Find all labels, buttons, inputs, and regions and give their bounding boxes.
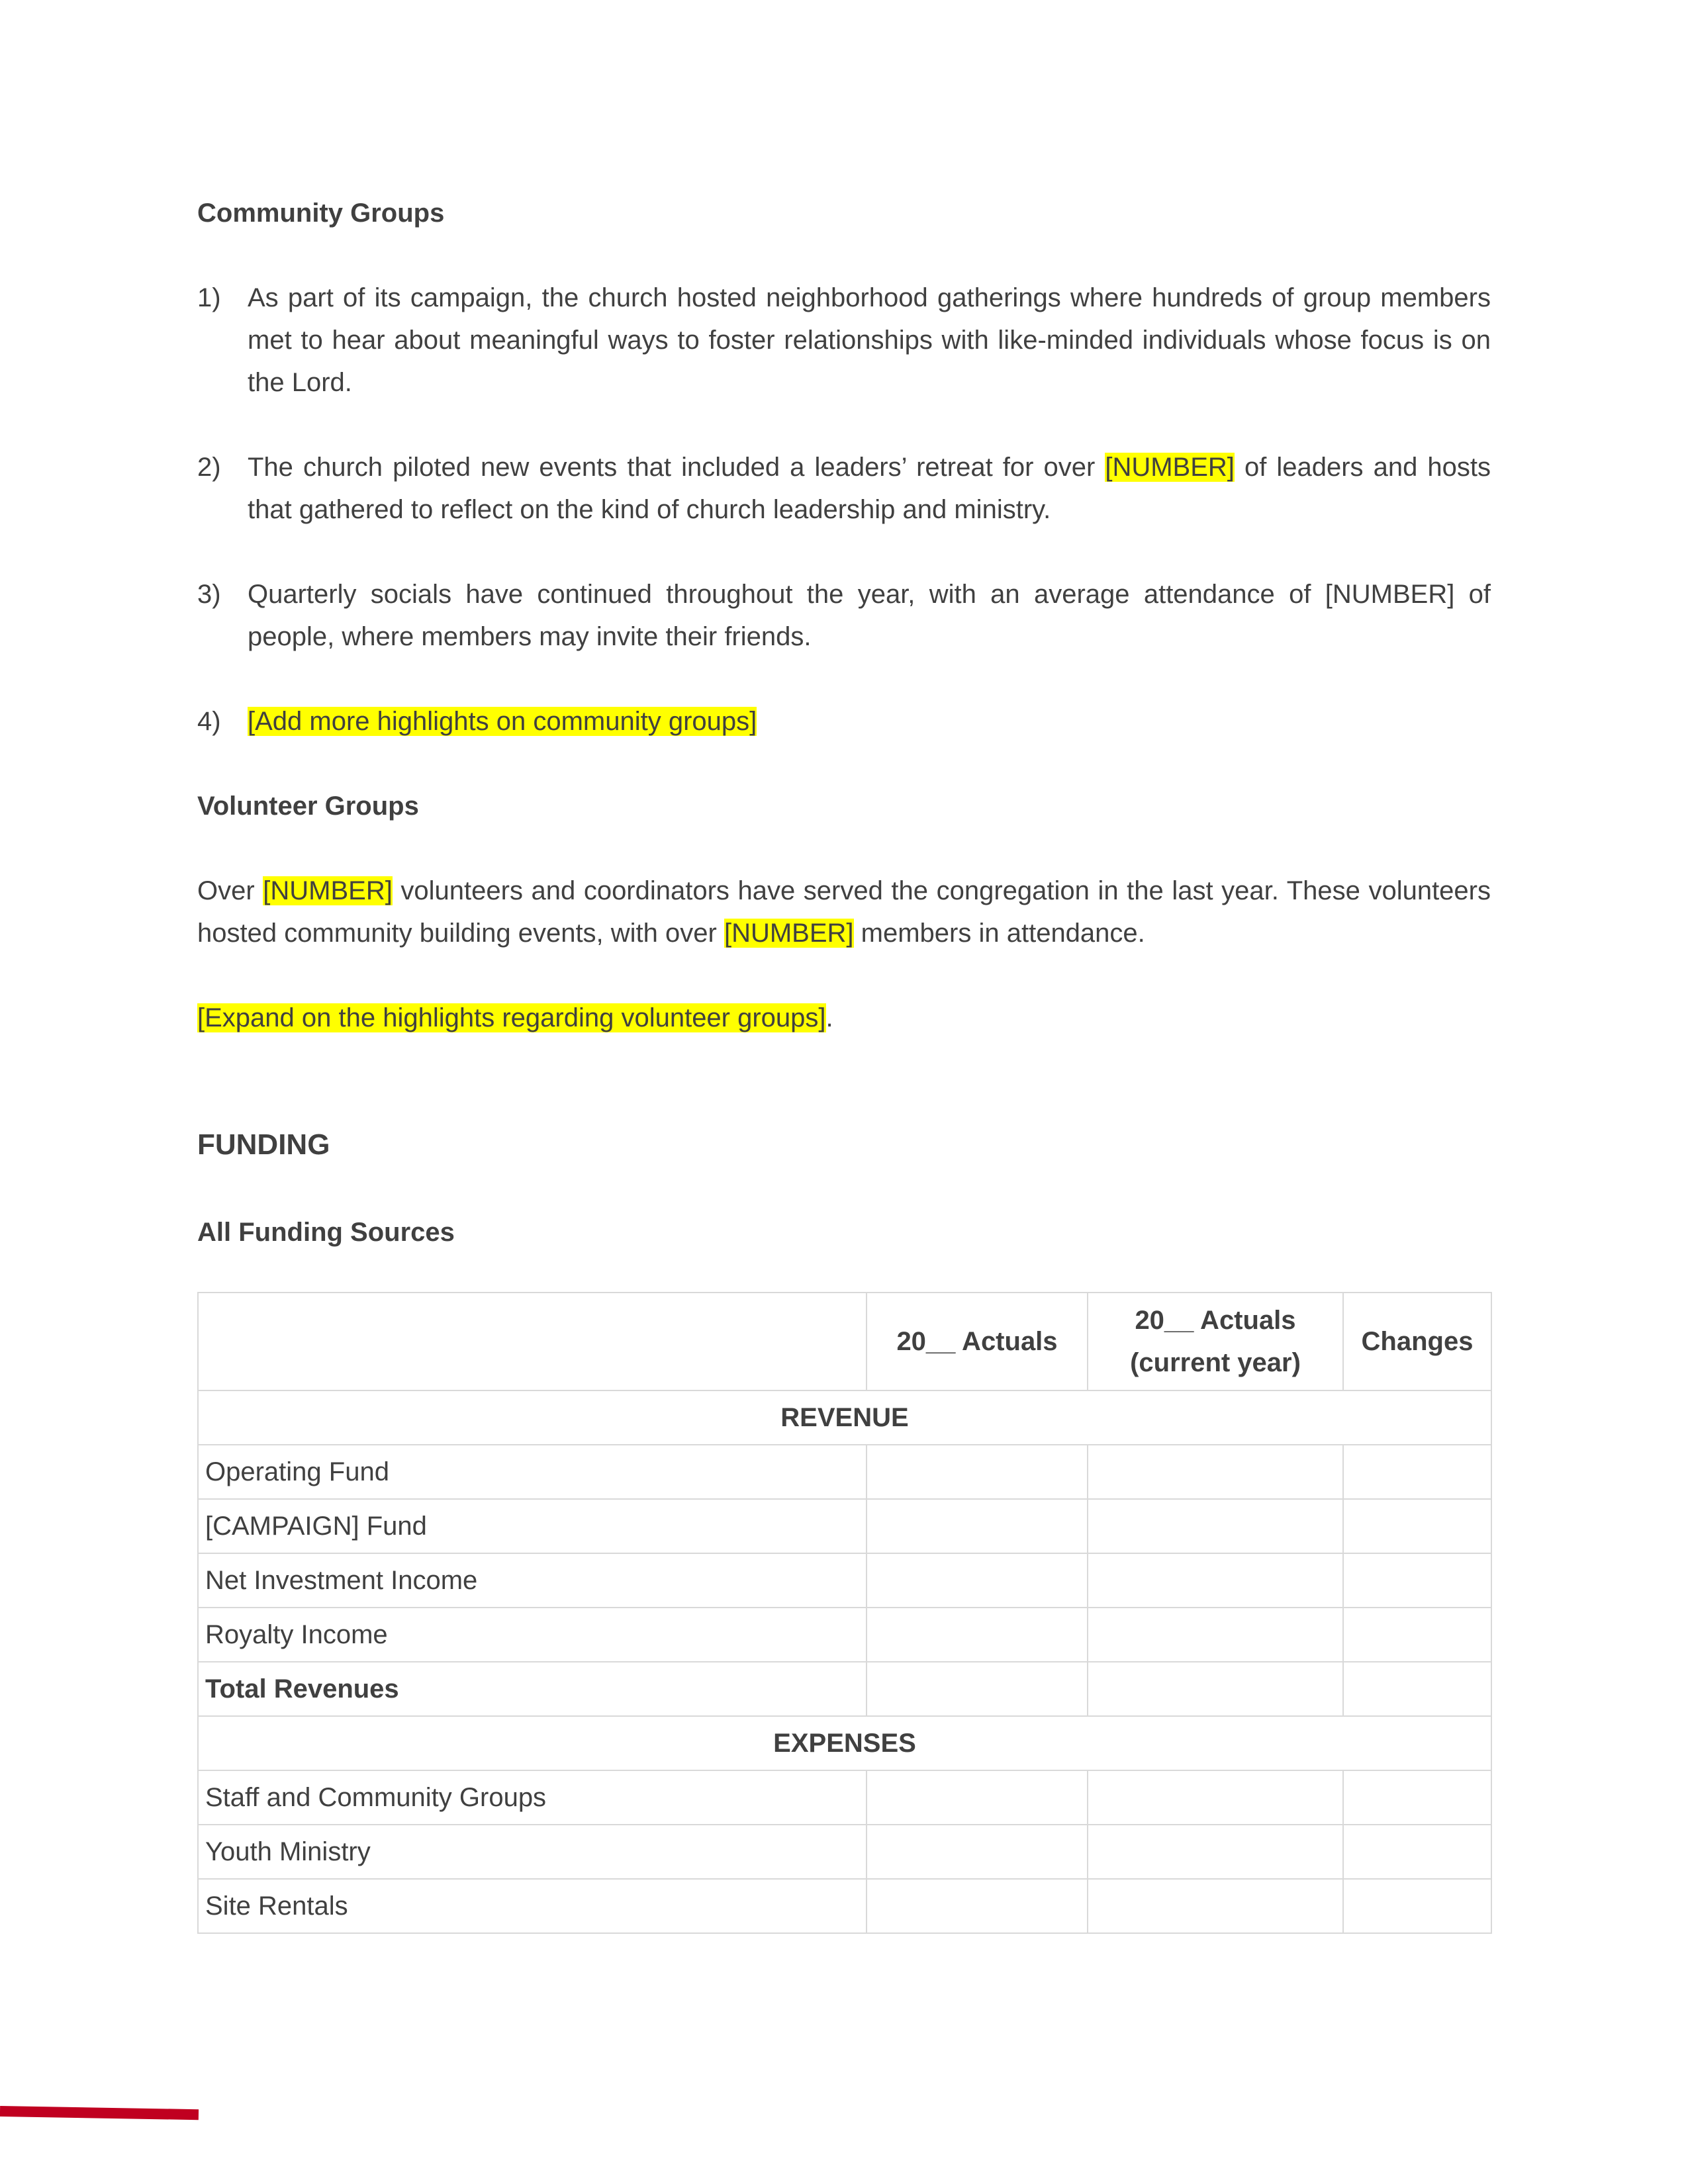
table-cell xyxy=(867,1499,1088,1553)
expenses-section-label: EXPENSES xyxy=(198,1716,1491,1770)
row-label: Site Rentals xyxy=(198,1879,867,1933)
table-header-row xyxy=(198,1293,1491,1390)
table-row xyxy=(198,1553,1491,1608)
table-cell xyxy=(867,1553,1088,1608)
volunteer-groups-heading: Volunteer Groups xyxy=(197,792,419,821)
row-label: Royalty Income xyxy=(198,1608,867,1662)
list-item-text: Quarterly socials have continued throughout the year, with an average attendance of [NUMBER] of people, where members may invite their friends. xyxy=(248,580,1491,651)
table-cell xyxy=(1343,1553,1491,1608)
table-cell xyxy=(1088,1445,1343,1499)
table-cell xyxy=(1343,1662,1491,1716)
footer-accent-line xyxy=(0,2106,199,2120)
period: . xyxy=(825,1003,833,1032)
number-placeholder: [NUMBER] xyxy=(263,876,393,905)
community-groups-list xyxy=(197,277,1491,743)
table-row xyxy=(198,1499,1491,1553)
table-cell xyxy=(867,1879,1088,1933)
list-item-text-post: of leaders and hosts that gathered to reflect on the kind of church leadership and ministry. xyxy=(248,453,1491,524)
community-groups-heading: Community Groups xyxy=(197,199,445,228)
number-placeholder: [NUMBER] xyxy=(1105,453,1235,482)
table-cell xyxy=(867,1662,1088,1716)
row-label: Youth Ministry xyxy=(198,1825,867,1879)
table-row xyxy=(198,1445,1491,1499)
table-cell xyxy=(1088,1825,1343,1879)
table-row xyxy=(198,1879,1491,1933)
table-cell xyxy=(1343,1445,1491,1499)
table-row xyxy=(198,1770,1491,1825)
header-line1: 20__ Actuals xyxy=(1135,1306,1296,1335)
list-item-number: 3) xyxy=(197,580,221,609)
volunteer-paragraph xyxy=(197,870,1491,954)
list-item xyxy=(197,277,1491,404)
table-cell xyxy=(867,1825,1088,1879)
row-label: [CAMPAIGN] Fund xyxy=(198,1499,867,1553)
list-item-number: 2) xyxy=(197,453,221,482)
number-placeholder: [NUMBER] xyxy=(724,919,854,948)
table-header-current-actuals xyxy=(1088,1293,1343,1390)
table-header-prior-actuals: 20__ Actuals xyxy=(867,1293,1088,1390)
table-cell xyxy=(867,1770,1088,1825)
table-row xyxy=(198,1608,1491,1662)
table-cell xyxy=(1088,1770,1343,1825)
table-cell xyxy=(1088,1608,1343,1662)
list-item-number: 4) xyxy=(197,707,221,736)
volunteer-text-b: volunteers and coordinators have served the congregation in the last year. These volunteers hosted community building events, with over xyxy=(197,876,1491,948)
table-cell xyxy=(1088,1553,1343,1608)
row-label: Net Investment Income xyxy=(198,1553,867,1608)
table-header-empty xyxy=(198,1293,867,1390)
all-funding-sources-heading: All Funding Sources xyxy=(197,1218,455,1247)
volunteer-text-a: Over xyxy=(197,876,263,905)
table-row xyxy=(198,1662,1491,1716)
table-cell xyxy=(1088,1662,1343,1716)
table-cell xyxy=(1343,1825,1491,1879)
table-cell xyxy=(1088,1499,1343,1553)
table-row xyxy=(198,1716,1491,1770)
table-cell xyxy=(1343,1608,1491,1662)
expand-highlights-placeholder: [Expand on the highlights regarding volunteer groups] xyxy=(197,1003,826,1032)
add-highlights-placeholder: [Add more highlights on community groups] xyxy=(248,707,757,736)
revenue-section-label: REVENUE xyxy=(198,1390,1491,1445)
list-item xyxy=(197,446,1491,531)
total-revenues-label: Total Revenues xyxy=(198,1662,867,1716)
table-cell xyxy=(1343,1770,1491,1825)
table-cell xyxy=(1088,1879,1343,1933)
funding-heading: FUNDING xyxy=(197,1128,330,1161)
list-item-text: As part of its campaign, the church hosted neighborhood gatherings where hundreds of group members met to hear about meaningful ways to foster relationships with like-minded individuals whose focus is on the Lord. xyxy=(248,283,1491,397)
table-cell xyxy=(1343,1879,1491,1933)
row-label: Operating Fund xyxy=(198,1445,867,1499)
list-item-text-pre: The church piloted new events that included a leaders’ retreat for over xyxy=(248,453,1105,482)
funding-table xyxy=(197,1292,1492,1934)
list-item xyxy=(197,700,1491,743)
header-line2: (current year) xyxy=(1130,1348,1301,1377)
volunteer-expand-paragraph xyxy=(197,997,1491,1039)
table-cell xyxy=(1343,1499,1491,1553)
table-cell xyxy=(867,1445,1088,1499)
table-row xyxy=(198,1390,1491,1445)
list-item-number: 1) xyxy=(197,283,221,312)
table-cell xyxy=(867,1608,1088,1662)
document-page xyxy=(197,192,1491,1934)
list-item xyxy=(197,573,1491,658)
row-label: Staff and Community Groups xyxy=(198,1770,867,1825)
table-header-changes: Changes xyxy=(1343,1293,1491,1390)
table-row xyxy=(198,1825,1491,1879)
volunteer-text-c: members in attendance. xyxy=(853,919,1145,948)
